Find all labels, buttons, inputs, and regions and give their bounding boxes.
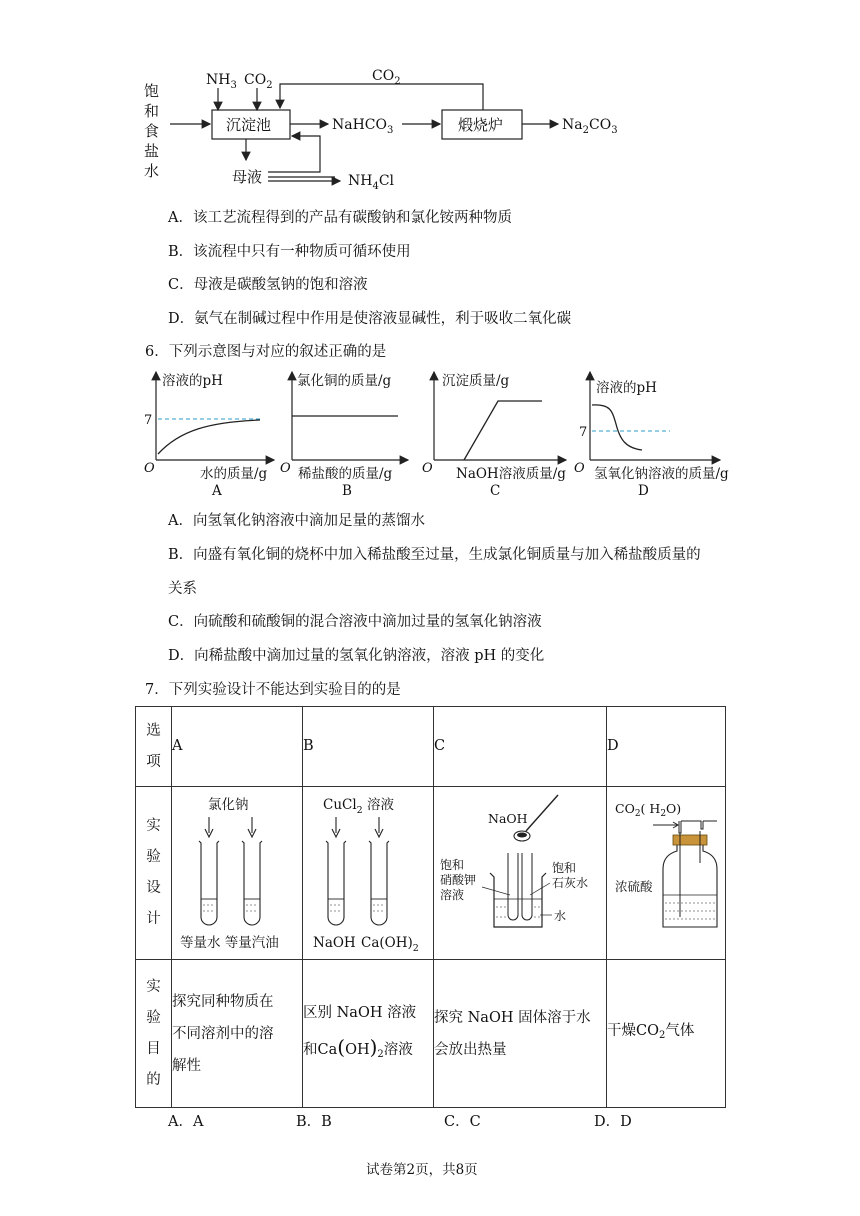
precipitation-tank-label: 沉淀池 [226, 116, 272, 134]
nahco3-label: NaHCO$_3$ [332, 117, 394, 136]
q6-graph-a [140, 368, 280, 498]
co2-recycle-label: $CO_2$ [372, 68, 401, 87]
design-c-left-label-2: 硝酸钾 [440, 873, 477, 887]
header-char: 选 [146, 722, 161, 739]
design-b-cell [303, 787, 434, 960]
header-char: 项 [146, 753, 161, 770]
design-c-water-label: 水 [554, 909, 567, 923]
design-b-top-label: CuCl$_2$ 溶液 [323, 797, 395, 816]
design-d-cell [607, 787, 726, 960]
graph-d-tick-7: 7 [579, 425, 588, 440]
design-a-bottom-label: 等量水 等量汽油 [180, 935, 279, 951]
calcination-furnace-label: 煅烧炉 [458, 116, 504, 134]
header-col-c: C [434, 707, 607, 787]
graph-d-xlabel: 氢氧化钠溶液的质量/g [594, 466, 729, 482]
design-a-top-label: 氯化钠 [208, 797, 249, 813]
graph-c-xlabel: NaOH溶液质量/g [456, 466, 566, 482]
feed-char: 和 [144, 102, 160, 120]
design-c-left-label-1: 饱和 [440, 858, 465, 872]
design-a-cell [172, 787, 303, 960]
q6-option-d: D．向稀盐酸中滴加过量的氢氧化钠溶液，溶液 pH 的变化 [168, 648, 545, 664]
graph-a-ylabel: 溶液的pH [162, 373, 223, 389]
graph-a-letter: A [212, 483, 222, 498]
graph-b-origin: O [280, 461, 291, 476]
q6-graph-d [570, 368, 745, 498]
design-d-gas-label: $CO_2$( $H_2O$) [615, 801, 682, 819]
purpose-row-label: 实 验 目 的 [136, 960, 172, 1108]
q7-stem: 7．下列实验设计不能达到实验目的的是 [145, 682, 401, 698]
graph-d-origin: O [574, 461, 585, 476]
graph-d-letter: D [638, 483, 649, 498]
graph-a-tick-7: 7 [144, 413, 153, 428]
q6-graph-c [420, 368, 570, 498]
q5-option-d: D．氨气在制碱过程中作用是使溶液显碱性，利于吸收二氧化碳 [168, 311, 572, 327]
design-c-cell [434, 787, 607, 960]
feed-char: 盐 [144, 142, 160, 160]
design-d-acid-label: 浓硫酸 [615, 879, 653, 894]
design-c-spoon-label: NaOH [488, 811, 528, 826]
q7-answer-b: B．B [296, 1114, 332, 1130]
gas-washing-bottle-diagram [607, 787, 726, 955]
test-tubes-solvent-diagram [172, 787, 303, 955]
q7-answer-c: C．C [444, 1114, 481, 1130]
purpose-a-cell: 探究同种物质在 不同溶剂中的溶 解性 [172, 960, 303, 1108]
design-b-right-label: $Ca(OH)_2$ [361, 935, 419, 954]
graph-b-ylabel: 氯化铜的质量/g [297, 373, 392, 389]
q5-option-a: A．该工艺流程得到的产品有碳酸钠和氯化铵两种物质 [168, 210, 512, 226]
q5-option-b: B．该流程中只有一种物质可循环使用 [168, 244, 411, 260]
q7-answer-a: A．A [168, 1114, 204, 1130]
co2-input-label: $CO_2$ [244, 72, 273, 91]
graph-c-origin: O [422, 461, 433, 476]
design-c-left-label-3: 溶液 [440, 888, 465, 902]
graph-b-xlabel: 稀盐酸的质量/g [298, 466, 393, 482]
process-flowchart [140, 64, 640, 199]
graph-a-xlabel: 水的质量/g [200, 466, 268, 482]
purpose-d-cell: 干燥$CO_2$气体 [607, 960, 726, 1108]
test-tubes-cucl2-diagram [303, 787, 434, 955]
graph-c-letter: C [490, 483, 501, 498]
q6-option-b: B．向盛有氧化铜的烧杯中加入稀盐酸至过量，生成氯化铜质量与加入稀盐酸质量的 [168, 547, 701, 563]
na2co3-label: $Na_2CO_3$ [562, 117, 618, 136]
q6-graph-b [280, 368, 420, 498]
graph-c-ylabel: 沉淀质量/g [442, 373, 510, 389]
header-col-b: B [303, 707, 434, 787]
q5-option-c: C．母液是碳酸氢钠的饱和溶液 [168, 277, 368, 293]
feed-label [144, 82, 159, 180]
q7-table [135, 706, 726, 1108]
design-row-label: 实 验 设 计 [136, 787, 172, 960]
graph-d-ylabel: 溶液的pH [596, 380, 657, 396]
graph-b-letter: B [342, 483, 352, 498]
mother-liquor-label: 母液 [232, 168, 263, 186]
beaker-naoh-dissolution-diagram [434, 787, 607, 955]
q6-option-a: A．向氢氧化钠溶液中滴加足量的蒸馏水 [168, 513, 425, 529]
q6-option-b-cont: 关系 [168, 581, 197, 597]
feed-char: 饱 [144, 82, 160, 100]
page-footer: 试卷第2页，共8页 [366, 1162, 478, 1178]
q7-answer-d: D．D [594, 1114, 632, 1130]
design-b-left-label: NaOH [313, 935, 356, 951]
nh3-label: $NH_3$ [206, 72, 237, 91]
graph-a-origin: O [144, 461, 155, 476]
feed-char: 水 [144, 162, 160, 180]
nh4cl-label: $NH_4Cl$ [348, 173, 395, 192]
design-c-right-label-1: 饱和 [552, 861, 577, 875]
header-col-a: A [172, 707, 303, 787]
q6-option-c: C．向硫酸和硫酸铜的混合溶液中滴加过量的氢氧化钠溶液 [168, 614, 542, 630]
header-option-cell [136, 707, 172, 787]
q6-stem: 6．下列示意图与对应的叙述正确的是 [145, 344, 387, 360]
purpose-b-cell: 区别 NaOH 溶液 和$Ca(OH)_2$溶液 [303, 960, 434, 1108]
purpose-c-cell: 探究 NaOH 固体溶于水 会放出热量 [434, 960, 607, 1108]
feed-char: 食 [144, 122, 160, 140]
header-col-d: D [607, 707, 726, 787]
design-c-right-label-2: 石灰水 [552, 876, 589, 890]
